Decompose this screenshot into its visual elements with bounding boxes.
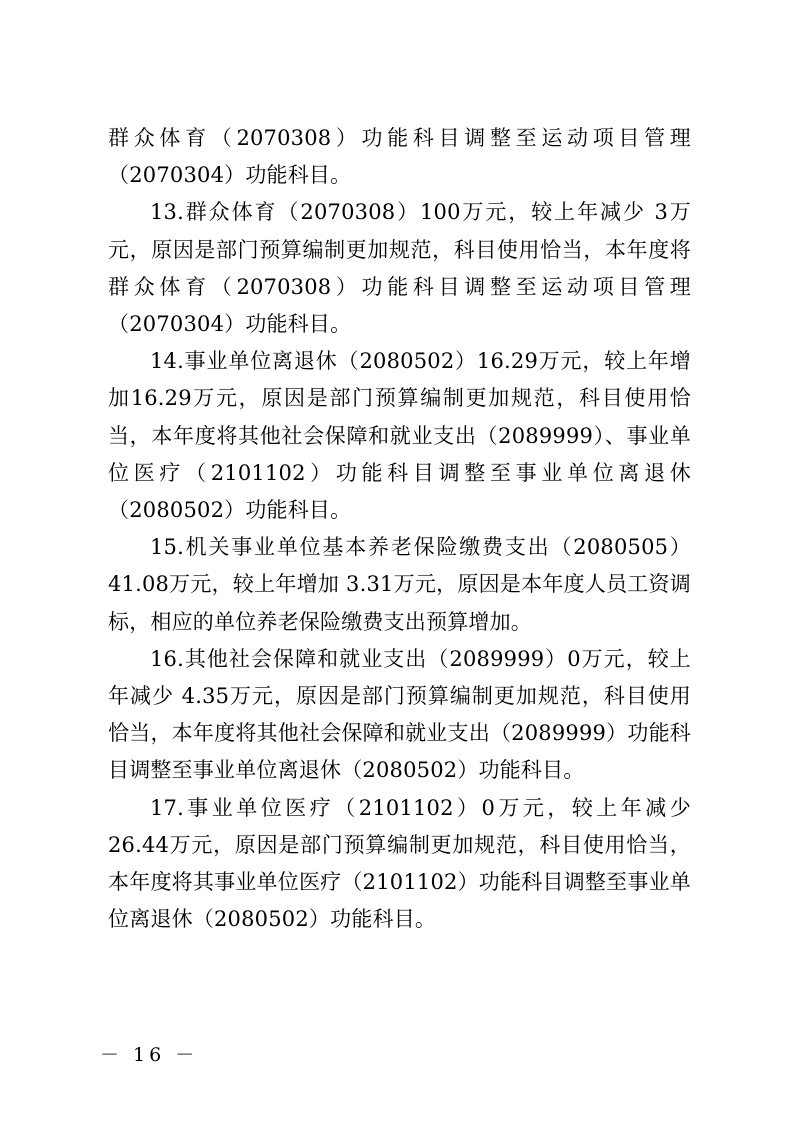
paragraph-item-13: 13.群众体育（2070308）100万元，较上年减少 3万元，原因是部门预算编制更加规范，科目使用恰当，本年度将群众体育（2070308）功能科目调整至运动项目管理（2070304）功能科目。 [108, 200, 691, 337]
paragraph-item-14: 14.事业单位离退休（2080502）16.29万元，较上年增加16.29万元，原因是部门预算编制更加规范，科目使用恰当，本年度将其他社会保障和就业支出（2089999）、事业单位医疗（2101102）功能科目调整至事业单位离退休（2080502）功能科目。 [108, 349, 691, 523]
page-number: － 16 － [100, 1044, 199, 1066]
document-body [108, 120, 691, 938]
paragraph-item-17: 17.事业单位医疗（2101102）0万元，较上年减少 26.44万元，原因是部门预算编制更加规范，科目使用恰当，本年度将其事业单位医疗（2101102）功能科目调整至事业单位离退休（2080502）功能科目。 [108, 795, 691, 932]
paragraph-item-16: 16.其他社会保障和就业支出（2089999）0万元，较上年减少 4.35万元，原因是部门预算编制更加规范，科目使用恰当，本年度将其他社会保障和就业支出（2089999）功能科目调整至事业单位离退休（2080502）功能科目。 [108, 646, 691, 783]
paragraph-continuation: 群众体育（2070308）功能科目调整至运动项目管理（2070304）功能科目。 [108, 126, 691, 188]
paragraph-item-15: 15.机关事业单位基本养老保险缴费支出（2080505）41.08万元，较上年增加 3.31万元，原因是本年度人员工资调标，相应的单位养老保险缴费支出预算增加。 [108, 535, 691, 634]
